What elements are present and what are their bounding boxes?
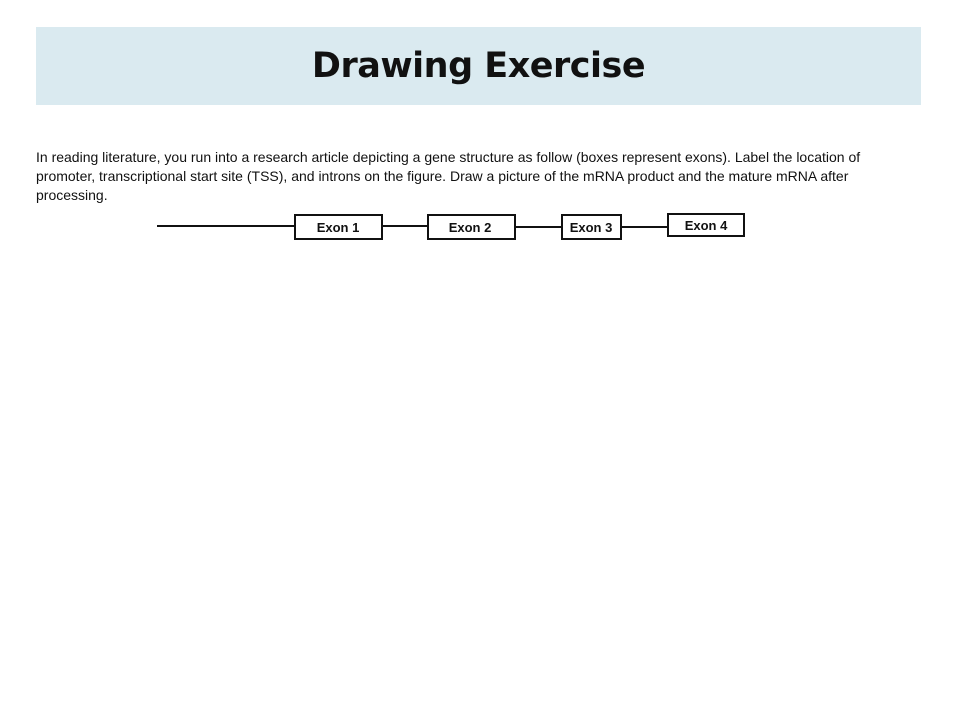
exon-4-label: Exon 4 xyxy=(684,218,728,233)
exon-1-label: Exon 1 xyxy=(316,220,360,235)
slide-title: Drawing Exercise xyxy=(311,46,646,86)
instructions-text: In reading literature, you run into a research article depicting a gene structure as follow (boxes represent exons). Label the location of promoter, transcriptional start site (TSS), and introns on the figure. Draw a picture of the mRNA product and the mature mRNA after processing. xyxy=(36,149,861,203)
exon-2-label: Exon 2 xyxy=(448,220,492,235)
exon-3-label: Exon 3 xyxy=(569,220,613,235)
